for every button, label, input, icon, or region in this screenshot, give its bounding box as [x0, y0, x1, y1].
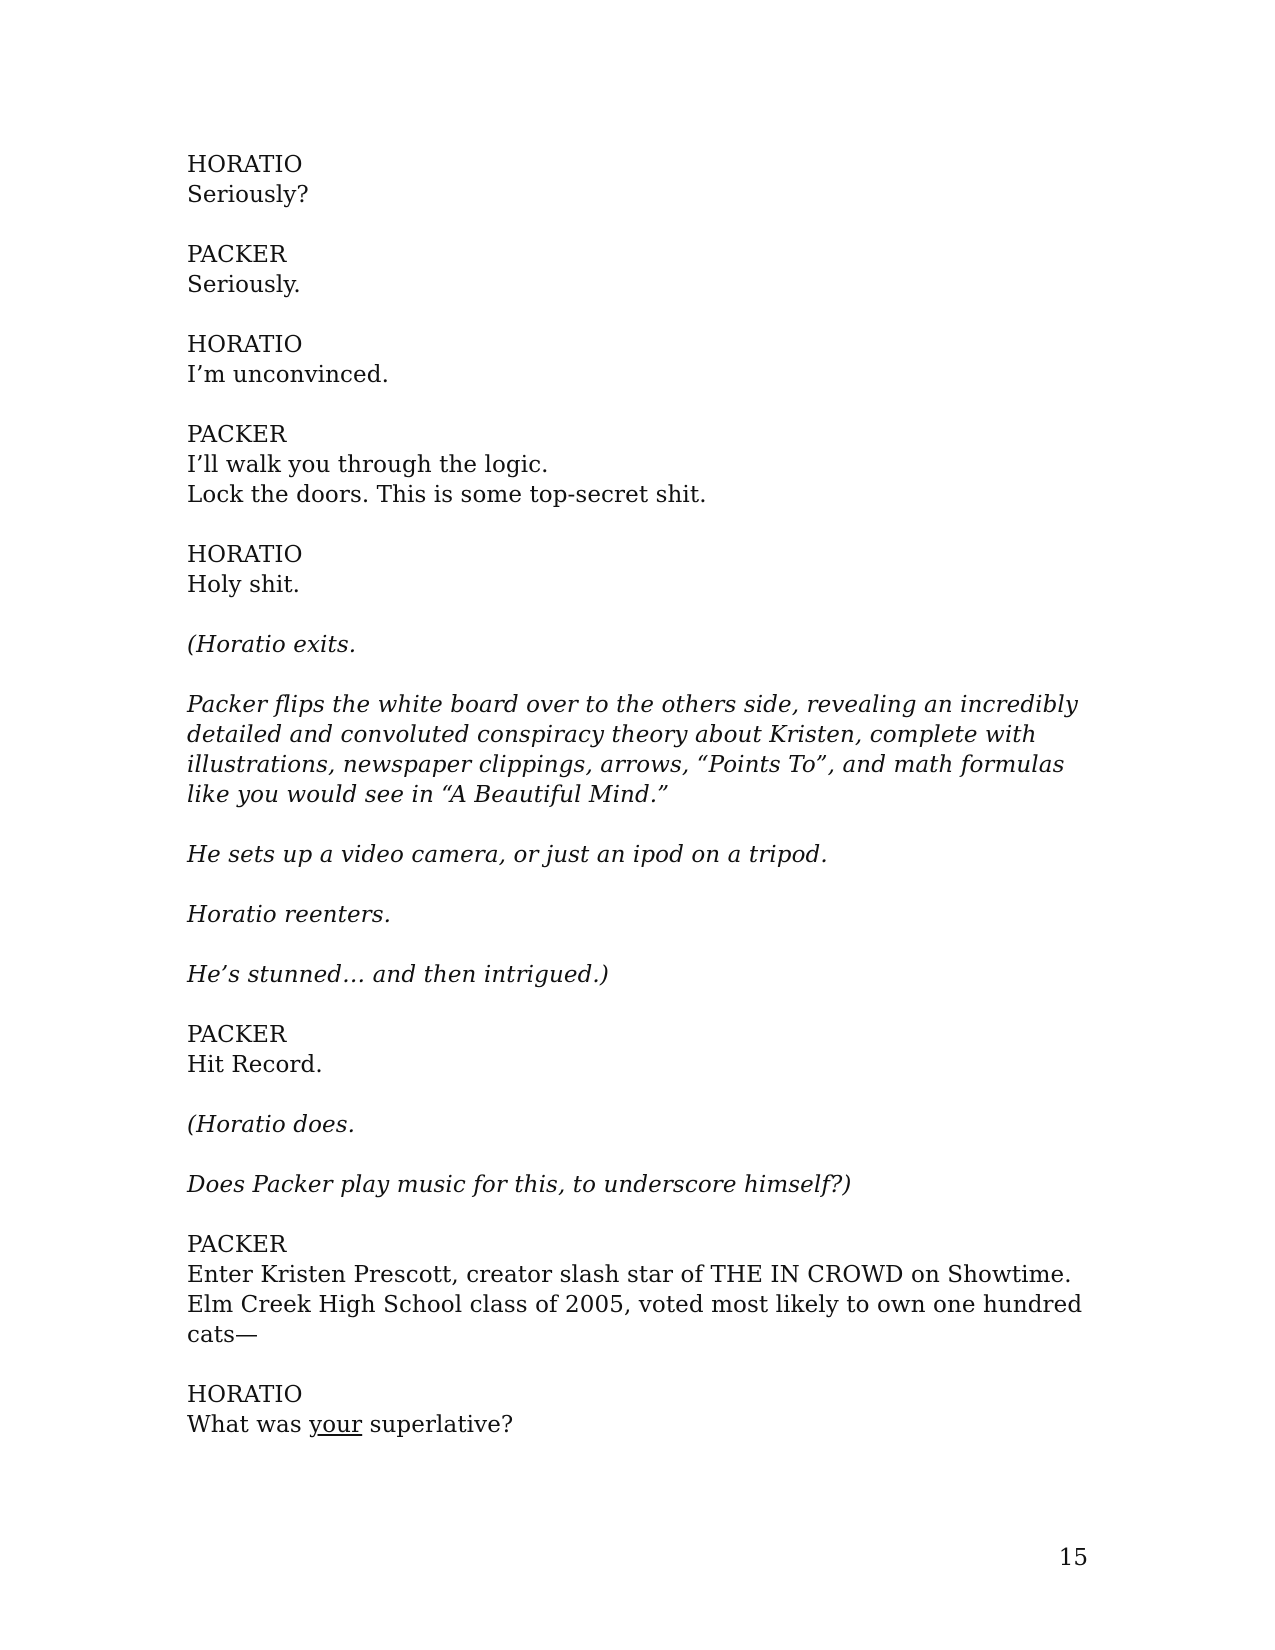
dialogue-line [187, 1410, 1087, 1440]
dialogue-block [187, 1020, 1087, 1080]
stage-direction: He’s stunned… and then intrigued.) [187, 962, 609, 988]
dialogue-line: I’ll walk you through the logic. [187, 452, 549, 478]
stage-direction-block [187, 1110, 1087, 1200]
character-name: HORATIO [187, 332, 303, 358]
dialogue-line: Lock the doors. This is some top-secret shit. [187, 482, 707, 508]
dialogue-line: Hit Record. [187, 1052, 323, 1078]
dialogue-line: Seriously? [187, 182, 309, 208]
dialogue-block [187, 1380, 1087, 1440]
script-page [187, 150, 1090, 1470]
stage-direction: (Horatio exits. [187, 632, 357, 658]
dialogue-block [187, 540, 1087, 600]
page-number: 15 [1058, 1545, 1088, 1571]
character-name: PACKER [187, 422, 287, 448]
dialogue-block [187, 150, 1087, 210]
character-name: HORATIO [187, 1382, 303, 1408]
stage-direction: Packer flips the white board over to the others side, revealing an incredibly detailed and convoluted conspiracy theory about Kristen, complete with illustrations, newspaper clippings, arrows, “Points To”, and math formulas like you would see in “A Beautiful Mind.” [187, 692, 1086, 808]
stage-direction-block [187, 630, 1087, 990]
dialogue-line: Enter Kristen Prescott, creator slash star of THE IN CROWD on Showtime. Elm Creek High School class of 2005, voted most likely to own one hundred cats— [187, 1262, 1090, 1348]
dialogue-text: superlative? [362, 1412, 514, 1438]
underlined-word: your [309, 1412, 363, 1438]
dialogue-block [187, 420, 1087, 510]
dialogue-block [187, 330, 1087, 390]
character-name: PACKER [187, 242, 287, 268]
stage-direction: Horatio reenters. [187, 902, 392, 928]
dialogue-line: I’m unconvinced. [187, 362, 389, 388]
character-name: HORATIO [187, 152, 303, 178]
dialogue-line: Holy shit. [187, 572, 301, 598]
character-name: HORATIO [187, 542, 303, 568]
dialogue-block [187, 240, 1087, 300]
dialogue-block [187, 1230, 1090, 1350]
stage-direction: He sets up a video camera, or just an ipod on a tripod. [187, 842, 828, 868]
dialogue-text: What was [187, 1412, 310, 1438]
stage-direction: (Horatio does. [187, 1112, 356, 1138]
character-name: PACKER [187, 1232, 287, 1258]
dialogue-line: Seriously. [187, 272, 301, 298]
character-name: PACKER [187, 1022, 287, 1048]
stage-direction: Does Packer play music for this, to underscore himself?) [187, 1172, 852, 1198]
